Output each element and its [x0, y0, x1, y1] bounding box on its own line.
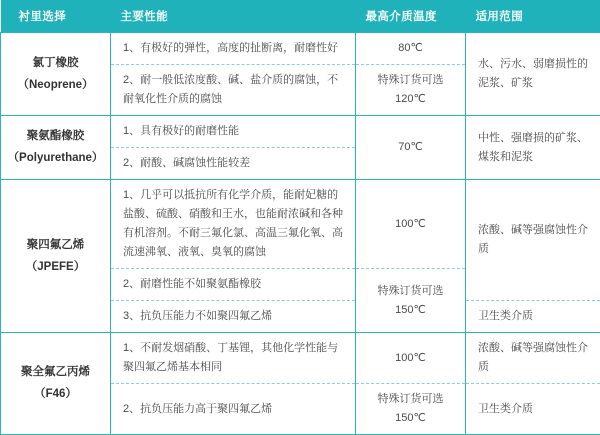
material-name-cell [1, 333, 111, 435]
temperature-value: 120℃ [366, 90, 455, 109]
temperature-cell: 100℃ [356, 333, 466, 384]
material-name-cn: 氯丁橡胶 [33, 57, 79, 69]
scope-cell: 水、污水、弱磨损性的泥浆、矿浆 [466, 33, 600, 116]
table-row [1, 333, 600, 384]
column-header-lining: 衬里选择 [1, 0, 111, 33]
material-name-en: （F46） [5, 385, 106, 404]
property-cell: 2、抗负压能力高于聚四氟乙烯 [111, 384, 356, 435]
temperature-note: 特殊订货可选 [366, 282, 455, 301]
column-header-properties: 主要性能 [111, 0, 356, 33]
table-row [1, 33, 600, 65]
property-cell: 1、有极好的弹性，高度的扯断离，耐磨性好 [111, 33, 356, 65]
table-row [1, 180, 600, 269]
temperature-value: 150℃ [366, 409, 455, 428]
table-header [1, 0, 600, 33]
property-cell: 3、抗负压能力不如聚四氟乙烯 [111, 301, 356, 333]
scope-cell: 卫生类介质 [466, 384, 600, 435]
property-cell: 2、耐磨性能不如聚氨酯橡胶 [111, 269, 356, 301]
scope-cell: 浓酸、碱等强腐蚀性介质 [466, 333, 600, 384]
temperature-cell: 100℃ [356, 180, 466, 269]
scope-cell: 卫生类介质 [466, 301, 600, 333]
temperature-cell [356, 65, 466, 116]
temperature-cell: 80℃ [356, 33, 466, 65]
scope-cell: 浓酸、碱等强腐蚀性介质 [466, 180, 600, 301]
material-name-cell [1, 180, 111, 333]
material-name-en: （Neoprene） [5, 76, 106, 95]
property-cell: 2、耐一般低浓度酸、碱、盐介质的腐蚀，不耐氧化性介质的腐蚀 [111, 65, 356, 116]
column-header-max-temp: 最高介质温度 [356, 0, 466, 33]
table-row [1, 116, 600, 148]
material-name-cell [1, 116, 111, 180]
temperature-cell: 70℃ [356, 116, 466, 180]
column-header-scope: 适用范围 [466, 0, 600, 33]
property-cell: 1、不耐发烟硝酸、丁基锂，其他化学性能与聚四氟乙烯基本相同 [111, 333, 356, 384]
material-name-en: （JPEFE） [5, 258, 106, 277]
temperature-value: 150℃ [366, 301, 455, 320]
material-name-en: （Polyurethane） [5, 149, 106, 168]
material-name-cn: 聚全氟乙丙烯 [21, 366, 90, 378]
property-cell: 2、耐酸、碱腐蚀性能较差 [111, 148, 356, 180]
property-cell: 1、具有极好的耐磨性能 [111, 116, 356, 148]
temperature-cell [356, 269, 466, 333]
table-header-row [1, 0, 600, 33]
table-body [1, 33, 600, 435]
material-name-cn: 聚氨酯橡胶 [27, 130, 85, 142]
material-name-cn: 聚四氟乙烯 [27, 239, 85, 251]
material-name-cell [1, 33, 111, 116]
temperature-note: 特殊订货可选 [366, 71, 455, 90]
temperature-note: 特殊订货可选 [366, 390, 455, 409]
scope-cell: 中性、强磨损的矿浆、煤浆和泥浆 [466, 116, 600, 180]
property-cell: 1、几乎可以抵抗所有化学介质，能耐妃糖的盐酸、硫酸、硝酸和王水，也能耐浓碱和各种有机溶剂。不耐三氟化氯、高温三氟化氧、高流速沸氧、液氧、臭氧的腐蚀 [111, 180, 356, 269]
